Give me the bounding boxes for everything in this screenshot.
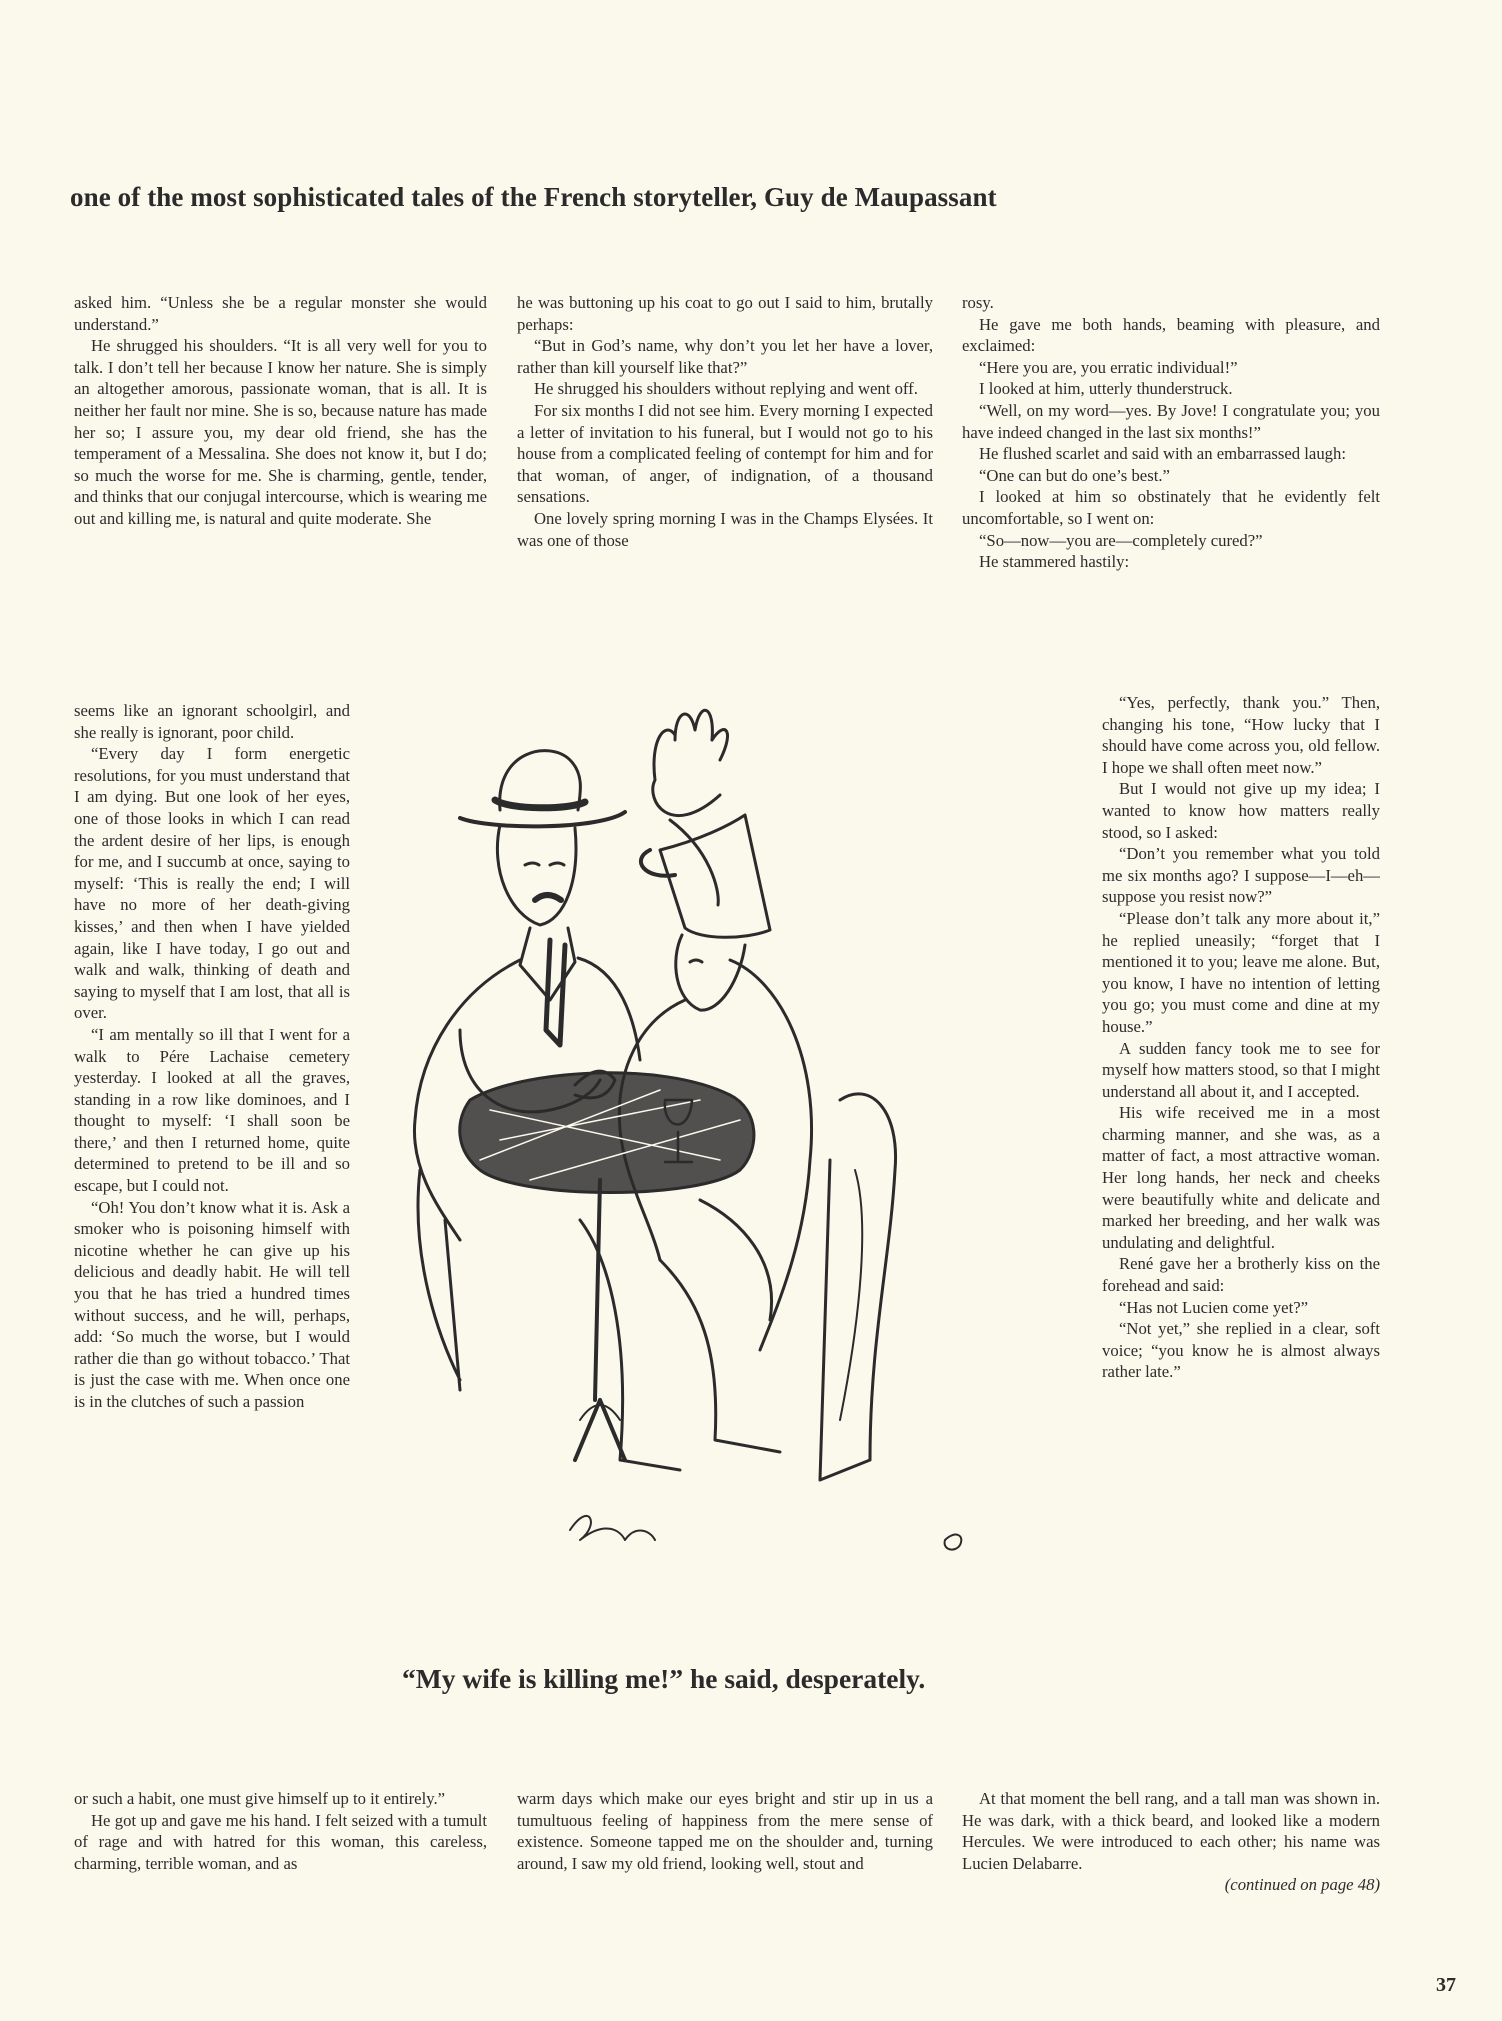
paragraph: He gave me both hands, beaming with pleasure, and exclaimed: [962, 314, 1380, 356]
column-2-top [517, 292, 933, 551]
paragraph: “Not yet,” she replied in a clear, soft voice; “you know he is almost always rather late.” [1102, 1319, 1380, 1382]
column-3-bottom [962, 1788, 1380, 1896]
column-3-narrow [1102, 692, 1380, 1383]
column-1-bottom [74, 1788, 487, 1874]
paragraph: rosy. [962, 293, 994, 312]
column-1-top [74, 292, 487, 530]
continued-line [962, 1874, 1380, 1896]
paragraph: “Well, on my word—yes. By Jove! I congratulate you; you have indeed changed in the last six months!” [962, 400, 1380, 442]
paragraph: “Oh! You don’t know what it is. Ask a smoker who is poisoning himself with nicotine whether he can give up his delicious and deadly habit. He will tell you that he has tried a hundred times without success, and he will, perhaps, add: ‘So much the worse, but I would rather die than go without tobacco.’ That is just the case with me. When once one is in the clutches of such a passion [74, 1197, 350, 1411]
paragraph: he was buttoning up his coat to go out I said to him, brutally perhaps: [517, 293, 933, 334]
paragraph: “Yes, perfectly, thank you.” Then, changing his tone, “How lucky that I should have come across you, old fellow. I hope we shall often meet now.” [1102, 693, 1380, 777]
artist-signature [570, 1516, 655, 1540]
top-hat-man [619, 710, 811, 1350]
paragraph: asked him. “Unless she be a regular monster she would understand.” [74, 293, 487, 334]
ink-mark [945, 1535, 962, 1550]
table [460, 1073, 754, 1460]
paragraph: René gave her a brotherly kiss on the forehead and said: [1102, 1254, 1380, 1296]
paragraph: I looked at him so obstinately that he evidently felt uncomfortable, so I went on: [962, 487, 1380, 528]
continued-note: (continued on page 48) [1224, 1875, 1380, 1895]
legs [580, 1200, 780, 1470]
paragraph: “Every day I form energetic resolutions, for you must understand that I am dying. But one look of her eyes, one of those looks in which I can read the ardent desire of her lips, is enough for me, and I succumb at once, saying to myself: ‘This is really the end; I will have no more of her death-giving kisses,’ and then when I have yielded again, like I have today, I go out and walk and walk, thinking of death and saying to myself that I am lost, that all is over. [74, 744, 350, 1023]
paragraph: He flushed scarlet and said with an embarrassed laugh: [979, 444, 1347, 464]
page-number: 37 [1436, 1974, 1456, 1996]
cafe-illustration [400, 700, 1090, 1640]
paragraph: “Has not Lucien come yet?” [1119, 1297, 1309, 1317]
paragraph: “One can but do one’s best.” [979, 465, 1170, 485]
paragraph: His wife received me in a most charming manner, and she was, as a matter of fact, a most attractive woman. Her long hands, her neck and cheeks were beautifully white and delicate and marked her breeding, and her walk was undulating and delightful. [1102, 1103, 1380, 1252]
paragraph: A sudden fancy took me to see for myself how matters stood, so that I might understand all about it, and I accepted. [1102, 1038, 1380, 1101]
column-2-bottom [517, 1788, 933, 1874]
paragraph: “I am mentally so ill that I went for a walk to Pére Lachaise cemetery yesterday. I looked at all the graves, standing in a row like dominoes, and I thought to myself: ‘I shall soon be there,’ and then I returned home, quite determined to pretend to be ill and so escape, but I could not. [74, 1024, 350, 1196]
paragraph: He got up and gave me his hand. I felt seized with a tumult of rage and with hatred for this woman, this careless, charming, terrible woman, and as [74, 1810, 487, 1873]
illustration-caption: “My wife is killing me!” he said, desperately. [402, 1663, 926, 1694]
column-3-top [962, 292, 1380, 573]
paragraph: or such a habit, one must give himself up to it entirely.” [74, 1789, 446, 1808]
article-deck: one of the most sophisticated tales of the French storyteller, Guy de Maupassant [70, 182, 997, 212]
paragraph: “Please don’t talk any more about it,” he replied uneasily; “forget that I mentioned it to you; leave me alone. But, you know, I have no intention of letting you go; you must come and dine at my house.” [1102, 908, 1380, 1036]
paragraph: He shrugged his shoulders without replying and went off. [534, 379, 918, 399]
paragraph: At that moment the bell rang, and a tall man was shown in. He was dark, with a thick beard, and looked like a modern Hercules. We were introduced to each other; his name was Lucien Delabarre. [962, 1789, 1380, 1873]
paragraph: “So—now—you are—completely cured?” [979, 530, 1263, 550]
column-1-narrow [74, 700, 350, 1413]
paragraph: I looked at him, utterly thunderstruck. [979, 379, 1233, 399]
paragraph: He shrugged his shoulders. “It is all very well for you to talk. I don’t tell her because I know her nature. She is simply an altogether amorous, passionate woman, that is all. It is neither her fault nor mine. She is so, because nature has made her so; I assure you, my dear old friend, she has the temperament of a Messalina. She does not know it, but I do; so much the worse for me. She is charming, gentle, tender, and thinks that our conjugal intercourse, which is wearing me out and killing me, is natural and quite moderate. She [74, 336, 487, 528]
paragraph: He stammered hastily: [979, 552, 1130, 572]
paragraph: But I would not give up my idea; I wanted to know how matters really stood, so I asked: [1102, 779, 1380, 842]
paragraph: warm days which make our eyes bright and stir up in us a tumultuous feeling of happiness from the mere sense of existence. Someone tapped me on the shoulder and, turning around, I saw my old friend, looking well, stout and [517, 1789, 933, 1873]
paragraph: seems like an ignorant schoolgirl, and she really is ignorant, poor child. [74, 701, 350, 742]
paragraph: For six months I did not see him. Every morning I expected a letter of invitation to his funeral, but I would not go to his house from a complicated feeling of contempt for him and for that woman, of anger, of indignation, of a thousand sensations. [517, 400, 933, 507]
paragraph: “Don’t you remember what you told me six months ago? I suppose—I—eh—suppose you resist now?” [1102, 844, 1380, 907]
paragraph: One lovely spring morning I was in the Champs Elysées. It was one of those [517, 508, 933, 550]
paragraph: “Here you are, you erratic individual!” [979, 357, 1238, 377]
paragraph: “But in God’s name, why don’t you let her have a lover, rather than kill yourself like that?” [517, 336, 933, 377]
